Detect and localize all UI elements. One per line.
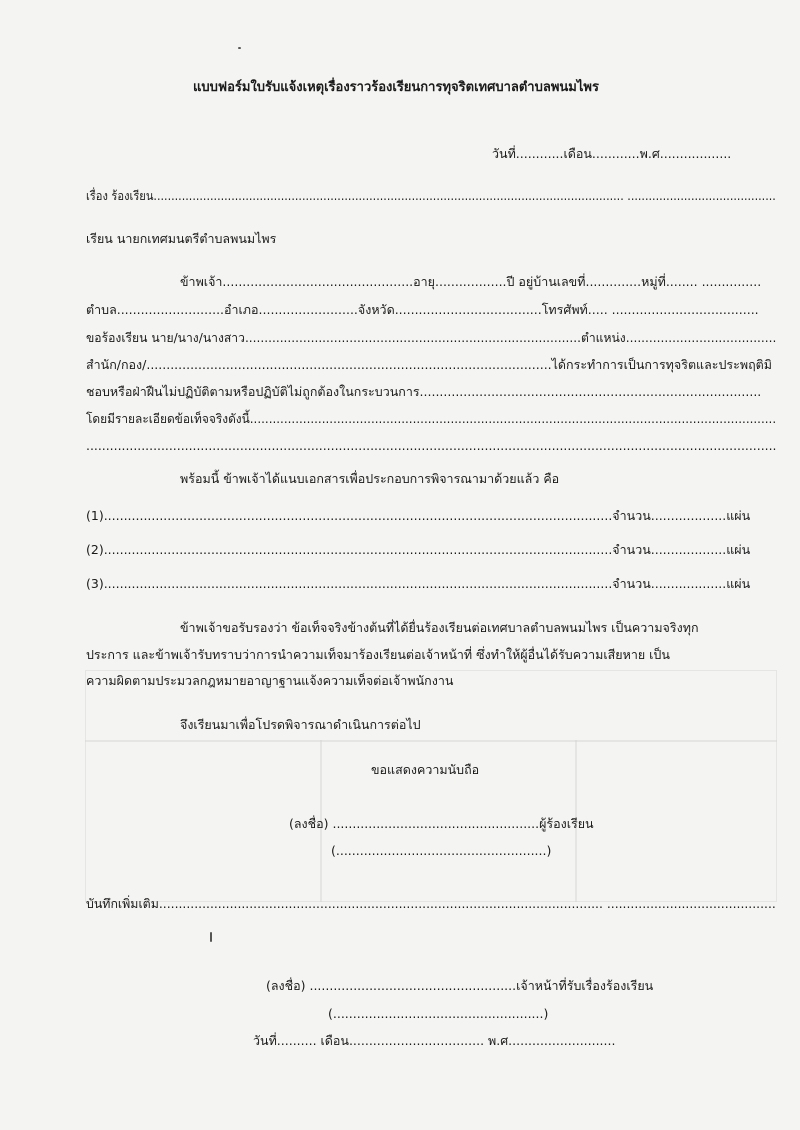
- attachment-item-3: (3)................................................................................................................................จำนวน...................แผ่น: [86, 576, 751, 591]
- accused-line: ขอร้องเรียน นาย/นาง/นางสาว.......................................................................................ตำแหน่ง.......................................: [86, 330, 777, 345]
- scan-speck: [238, 47, 241, 49]
- date-line: วันที่............เดือน............พ.ศ..................: [492, 146, 732, 161]
- show-through-divider: [85, 740, 777, 742]
- closing-line: จึงเรียนมาเพื่อโปรดพิจารณาดำเนินการต่อไป: [180, 717, 421, 732]
- details-line: โดยมีรายละเอียดข้อเท็จจริงดังนี้...........................................................................................................................................: [86, 411, 777, 426]
- show-through-table: [85, 670, 777, 902]
- address-line: ตำบล...........................อำเภอ.........................จังหวัด.....................................โทรศัพท์..... .....................................: [86, 302, 759, 317]
- officer-name: (.....................................................): [328, 1006, 549, 1021]
- addressee-line: เรียน นายกเทศมนตรีตำบลพนมไพร: [86, 231, 277, 246]
- officer-date-line: วันที่.......... เดือน.................................. พ.ศ...........................: [253, 1033, 616, 1048]
- certify-line-3: ความผิดตามประมวลกฎหมายอาญาฐานแจ้งความเท็จต่อเจ้าพนักงาน: [86, 673, 454, 688]
- respect-line: ขอแสดงความนับถือ: [371, 762, 480, 777]
- subject-line: เรื่อง ร้องเรียน..................................................................................................................................... ..........................................: [86, 188, 776, 203]
- scan-speck: [210, 932, 212, 942]
- complainant-line: ข้าพเจ้า................................................อายุ..................ปี อยู่บ้านเลขที่..............หมู่ที่........ ...............: [180, 274, 762, 289]
- certify-line-1: ข้าพเจ้าขอรับรองว่า ข้อเท็จจริงข้างต้นที่ได้ยื่นร้องเรียนต่อเทศบาลตำบลพนมไพร เป็นความจริงทุก: [180, 620, 699, 635]
- complainant-signature: (ลงชื่อ) ....................................................ผู้ร้องเรียน: [289, 816, 594, 831]
- certify-line-2: ประการ และข้าพเจ้ารับทราบว่าการนำความเท็จมาร้องเรียนต่อเจ้าหน้าที่ ซึ่งทำให้ผู้อื่นได้รับความเสียหาย เป็น: [86, 647, 670, 662]
- form-title: แบบฟอร์มใบรับแจ้งเหตุเรื่องราวร้องเรียนการทุจริตเทศบาลตำบลพนมไพร: [193, 80, 599, 95]
- division-line: สำนัก/กอง/......................................................................................................ได้กระทำการเป็นการทุจริตและประพฤติมิ: [86, 357, 773, 372]
- process-line: ชอบหรือฝ่าฝืนไม่ปฏิบัติตามหรือปฏิบัติไม่ถูกต้องในกระบวนการ......................................................................................: [86, 384, 762, 399]
- complainant-name: (.....................................................): [331, 843, 552, 858]
- officer-signature: (ลงชื่อ) ....................................................เจ้าหน้าที่รับเรื่องร้องเรียน: [266, 978, 654, 993]
- additional-notes-line: บันทึกเพิ่มเติม................................................................................................................. ...........................................: [86, 896, 776, 911]
- attachment-item-2: (2)................................................................................................................................จำนวน...................แผ่น: [86, 542, 751, 557]
- attachments-intro: พร้อมนี้ ข้าพเจ้าได้แนบเอกสารเพื่อประกอบการพิจารณามาด้วยแล้ว คือ: [180, 471, 560, 486]
- attachment-item-1: (1)................................................................................................................................จำนวน...................แผ่น: [86, 508, 751, 523]
- details-continuation-line: ...............................................................................................................................................................................: [86, 438, 777, 453]
